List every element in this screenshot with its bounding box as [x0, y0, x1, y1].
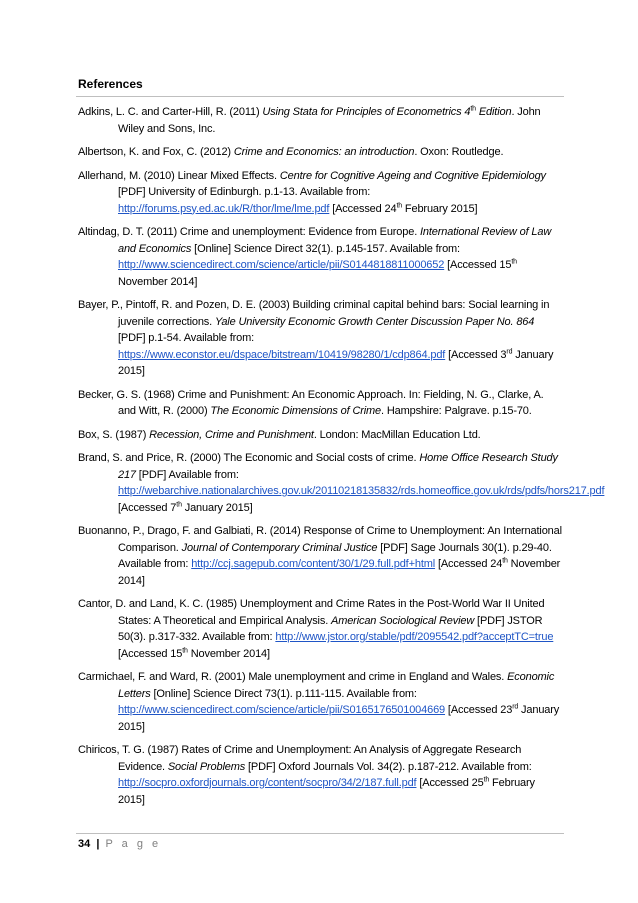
reference-title: Economic Letters	[118, 671, 555, 700]
reference-accessed: [Accessed 15	[444, 259, 512, 271]
reference-accessed-cont: January 2015]	[118, 348, 554, 377]
reference-authors-text: Chiricos, T. G. (1987) Rates of Crime and Unemployment: An Analysis of Aggregate Research Evidence.	[78, 744, 522, 773]
reference-entry	[78, 742, 562, 808]
reference-entry	[78, 596, 562, 662]
reference-authors-text: Bayer, P., Pintoff, R. and Pozen, D. E. (2003) Building criminal capital behind bars: Social learning in juvenile corrections.	[78, 299, 550, 328]
page-label: P a g e	[105, 838, 162, 850]
reference-details-text: [Online] Science Direct 73(1). p.111-115. Available from:	[150, 687, 417, 700]
reference-accessed: [Accessed 23	[445, 704, 513, 716]
reference-details-text: [PDF] Available from:	[135, 468, 239, 481]
footer-separator: |	[96, 838, 100, 850]
reference-accessed: [Accessed 15	[118, 647, 183, 660]
footer-divider	[76, 833, 564, 834]
reference-entry	[78, 168, 562, 218]
page-number: 34	[78, 838, 91, 850]
reference-accessed-cont: November 2014]	[187, 647, 270, 660]
reference-link[interactable]: http://ccj.sagepub.com/content/30/1/29.full.pdf+html	[191, 558, 436, 570]
reference-entry	[78, 297, 562, 380]
reference-accessed-cont: November 2014]	[118, 275, 198, 288]
reference-list	[78, 104, 605, 815]
reference-accessed-cont: January 2015]	[181, 501, 253, 514]
reference-entry	[78, 387, 562, 420]
section-heading: References	[78, 77, 143, 91]
reference-accessed-superscript: th	[176, 500, 182, 508]
reference-accessed-superscript: th	[511, 258, 517, 266]
reference-entry	[78, 427, 562, 444]
reference-accessed: [Accessed 24	[329, 202, 397, 215]
reference-link[interactable]: https://www.econstor.eu/dspace/bitstream/10419/98280/1/cdp864.pdf	[118, 348, 446, 361]
reference-accessed-cont: January 2015]	[118, 704, 560, 733]
reference-details-text: [PDF] JSTOR 50(3). p.317-332. Available from:	[118, 614, 543, 643]
reference-authors-text: Becker, G. S. (1968) Crime and Punishment: An Economic Approach. In: Fielding, N. G., Clarke, A. and Witt, R. (2000)	[78, 388, 544, 417]
reference-accessed: [Accessed 7	[118, 501, 177, 514]
reference-title: Social Problems	[167, 760, 246, 773]
reference-authors-text: Adkins, L. C. and Carter-Hill, R. (2011)	[78, 106, 263, 118]
reference-details-text: . Oxon: Routledge.	[414, 146, 504, 158]
reference-link[interactable]: http://www.jstor.org/stable/pdf/2095542.pdf?acceptTC=true	[275, 631, 554, 643]
heading-divider	[76, 96, 564, 97]
reference-title: Yale University Economic Growth Center Discussion Paper No. 864	[214, 315, 535, 328]
reference-entry	[78, 450, 605, 516]
reference-accessed-cont: November 2014]	[118, 558, 561, 587]
reference-link[interactable]: http://socpro.oxfordjournals.org/content/socpro/34/2/187.full.pdf	[118, 777, 417, 789]
reference-details-text: [PDF] p.1-54. Available from:	[118, 332, 255, 344]
reference-accessed-cont: February 2015]	[118, 777, 535, 806]
reference-entry	[78, 224, 562, 290]
reference-entry	[78, 104, 562, 137]
reference-title-superscript: th	[470, 105, 476, 113]
reference-authors-text: Buonanno, P., Drago, F. and Galbiati, R. (2014) Response of Crime to Unemployment: An International Comparison.	[78, 525, 562, 554]
reference-link[interactable]: http://webarchive.nationalarchives.gov.uk/20110218135832/rds.homeoffice.gov.uk/rds/pdfs/hors217.pdf	[118, 485, 605, 497]
reference-details-text: . John Wiley and Sons, Inc.	[118, 106, 541, 135]
reference-accessed: [Accessed 24	[435, 558, 503, 570]
reference-authors-text: Allerhand, M. (2010) Linear Mixed Effects.	[78, 169, 280, 182]
reference-details-text: [PDF] Sage Journals 30(1). p.29-40. Available from:	[118, 541, 552, 570]
reference-accessed-superscript: th	[483, 776, 490, 784]
reference-accessed-superscript: th	[502, 557, 508, 565]
page-footer	[78, 838, 161, 850]
reference-entry	[78, 144, 562, 161]
reference-link[interactable]: http://forums.psy.ed.ac.uk/R/thor/lme/lme.pdf	[118, 202, 330, 215]
reference-accessed-cont: February 2015]	[402, 202, 478, 215]
reference-title: Recession, Crime and Punishment	[149, 428, 314, 441]
reference-title: Home Office Research Study 217	[118, 452, 558, 481]
reference-details-text: . Hampshire: Palgrave. p.15-70.	[381, 405, 532, 417]
reference-authors-text: Carmichael, F. and Ward, R. (2001) Male unemployment and crime in England and Wales.	[78, 671, 508, 683]
reference-accessed-superscript: rd	[512, 703, 519, 711]
reference-authors-text: Cantor, D. and Land, K. C. (1985) Unemployment and Crime Rates in the Post-World War II United States: A Theoretical and Empirical Analysis.	[78, 598, 545, 627]
reference-title-cont: Edition	[475, 106, 512, 118]
reference-accessed-superscript: th	[182, 646, 188, 654]
reference-entry	[78, 669, 562, 735]
reference-title: American Sociological Review	[331, 614, 475, 627]
reference-authors-text: Altindag, D. T. (2011) Crime and unemployment: Evidence from Europe.	[78, 226, 421, 238]
reference-accessed-superscript: rd	[506, 347, 513, 355]
reference-title: The Economic Dimensions of Crime	[210, 405, 382, 417]
reference-entry	[78, 523, 562, 589]
reference-title: Crime and Economics: an introduction	[233, 146, 415, 158]
reference-authors-text: Box, S. (1987)	[78, 428, 150, 441]
reference-accessed: [Accessed 25	[416, 777, 484, 789]
reference-details-text: . London: MacMillan Education Ltd.	[313, 428, 481, 441]
reference-authors-text: Brand, S. and Price, R. (2000) The Economic and Social costs of crime.	[78, 452, 420, 464]
reference-title: Using Stata for Principles of Econometrics 4	[262, 106, 471, 118]
reference-title: Centre for Cognitive Ageing and Cognitive Epidemiology	[279, 169, 546, 182]
reference-authors-text: Albertson, K. and Fox, C. (2012)	[78, 146, 234, 158]
reference-details-text: [PDF] Oxford Journals Vol. 34(2). p.187-212. Available from:	[245, 760, 532, 773]
reference-accessed-superscript: th	[396, 201, 403, 209]
reference-details-text: [PDF] University of Edinburgh. p.1-13. Available from:	[118, 186, 371, 198]
reference-link[interactable]: http://www.sciencedirect.com/science/article/pii/S0165176501004669	[118, 704, 446, 716]
reference-title: Journal of Contemporary Criminal Justice	[181, 541, 378, 554]
reference-details-text: [Online] Science Direct 32(1). p.145-157. Available from:	[191, 242, 460, 255]
reference-title: International Review of Law and Economics	[118, 226, 552, 255]
reference-accessed: [Accessed 3	[445, 348, 507, 361]
reference-link[interactable]: http://www.sciencedirect.com/science/article/pii/S0144818811000652	[118, 259, 445, 271]
